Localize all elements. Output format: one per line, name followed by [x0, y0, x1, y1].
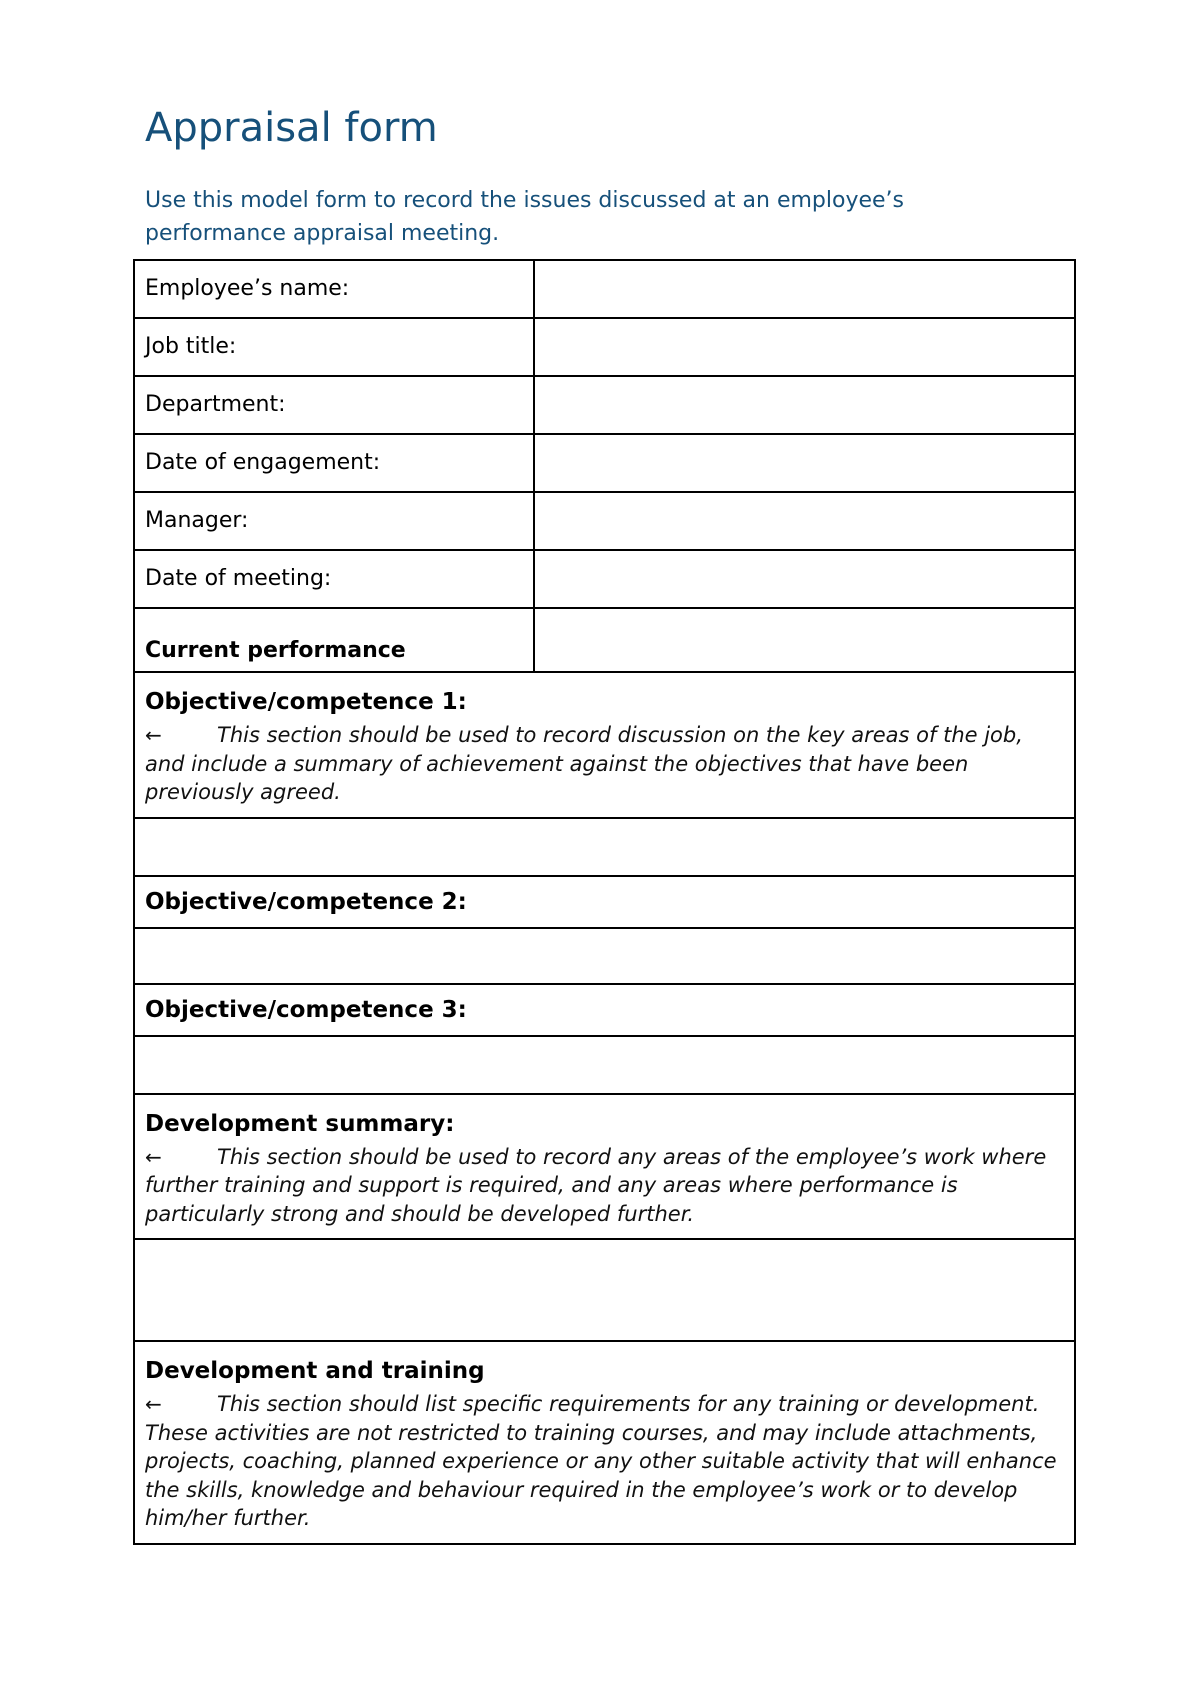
- objective-2-heading: Objective/competence 2:: [145, 888, 467, 915]
- objective-1-row: [134, 672, 1075, 818]
- page-subtitle: Use this model form to record the issues discussed at an employee’s performance appraisal meeting.: [145, 188, 904, 246]
- development-summary-heading: Development summary:: [145, 1110, 455, 1137]
- development-summary-note: [145, 1143, 1064, 1229]
- arrow-left-icon: ←: [145, 723, 162, 747]
- current-performance-heading: Current performance: [134, 608, 534, 672]
- appraisal-form-table: [133, 259, 1076, 1545]
- objective-3-row: [134, 984, 1075, 1036]
- objective-1-section: [134, 672, 1075, 818]
- development-summary-note-text: This section should be used to record any areas of the employee’s work where further training and support is required, and any areas where performance is particularly strong and should be developed further.: [145, 1144, 1047, 1226]
- development-summary-entry-field[interactable]: [134, 1239, 1075, 1341]
- objective-3-heading: Objective/competence 3:: [145, 996, 467, 1023]
- page-title: Appraisal form: [145, 105, 438, 151]
- development-summary-section: [134, 1094, 1075, 1240]
- development-training-row: [134, 1341, 1075, 1544]
- objective-2-entry-row: [134, 928, 1075, 984]
- field-label: Job title:: [134, 318, 534, 376]
- current-performance-field[interactable]: [534, 608, 1075, 672]
- current-performance-row: [134, 608, 1075, 672]
- field-row-manager: [134, 492, 1075, 550]
- objective-1-heading: Objective/competence 1:: [145, 689, 467, 715]
- development-training-section: [134, 1341, 1075, 1544]
- objective-3-entry-field[interactable]: [134, 1036, 1075, 1094]
- field-label: Department:: [134, 376, 534, 434]
- objective-2-row: [134, 876, 1075, 928]
- field-label: Employee’s name:: [134, 260, 534, 318]
- arrow-left-icon: ←: [145, 1392, 162, 1416]
- development-training-note: [145, 1390, 1064, 1533]
- field-row-job-title: [134, 318, 1075, 376]
- objective-2-heading-cell: [134, 876, 1075, 928]
- field-label: Date of meeting:: [134, 550, 534, 608]
- objective-1-entry-row: [134, 818, 1075, 876]
- objective-1-entry-field[interactable]: [134, 818, 1075, 876]
- field-row-employee-name: [134, 260, 1075, 318]
- arrow-left-icon: ←: [145, 1144, 162, 1169]
- date-of-engagement-field[interactable]: [534, 434, 1075, 492]
- field-row-date-of-engagement: [134, 434, 1075, 492]
- field-row-department: [134, 376, 1075, 434]
- field-label: Date of engagement:: [134, 434, 534, 492]
- field-row-date-of-meeting: [134, 550, 1075, 608]
- objective-3-entry-row: [134, 1036, 1075, 1094]
- development-summary-row: [134, 1094, 1075, 1240]
- field-label: Manager:: [134, 492, 534, 550]
- job-title-field[interactable]: [534, 318, 1075, 376]
- objective-3-heading-cell: [134, 984, 1075, 1036]
- development-training-heading: Development and training: [145, 1358, 485, 1384]
- objective-1-note: [145, 721, 1064, 807]
- objective-2-entry-field[interactable]: [134, 928, 1075, 984]
- objective-1-note-text: This section should be used to record discussion on the key areas of the job, and include a summary of achievement against the objectives that have been previously agreed.: [145, 723, 1023, 804]
- manager-field[interactable]: [534, 492, 1075, 550]
- department-field[interactable]: [534, 376, 1075, 434]
- employee-name-field[interactable]: [534, 260, 1075, 318]
- development-training-note-text: This section should list specific requirements for any training or development. These activities are not restricted to training courses, and may include attachments, projects, coaching, planned experience or any other suitable activity that will enhance the skills, knowledge and behaviour required in the employee’s work or to develop him/her further.: [145, 1392, 1057, 1530]
- date-of-meeting-field[interactable]: [534, 550, 1075, 608]
- development-summary-entry-row: [134, 1239, 1075, 1341]
